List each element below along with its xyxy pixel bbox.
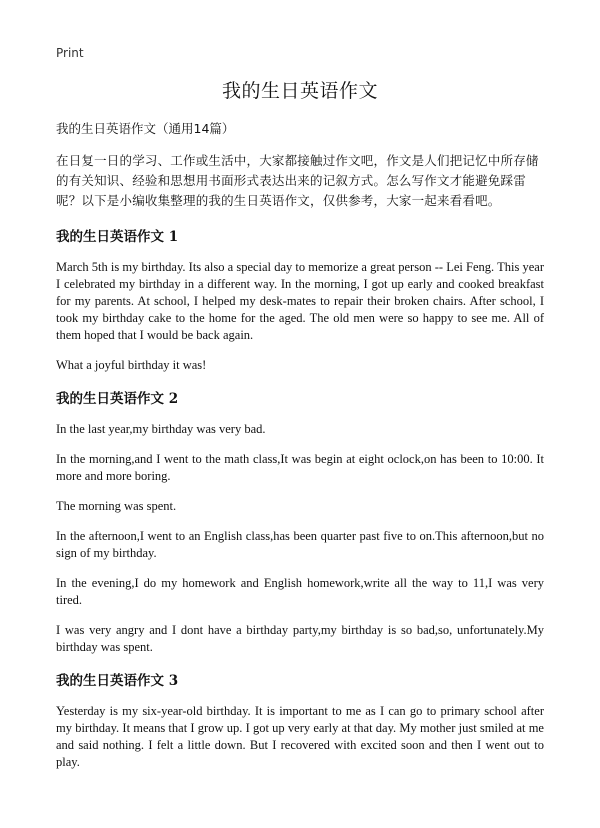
section-2-paragraph-6: I was very angry and I dont have a birthday party,my birthday is so bad,so, unfortunately.My birthday was spent.: [56, 623, 544, 654]
section-2-paragraph-1: In the last year,my birthday was very bad.: [56, 422, 266, 436]
section-2-paragraph-3: The morning was spent.: [56, 499, 177, 513]
section-2-paragraph-2: In the morning,and I went to the math class,It was begin at eight oclock,on has been to 10:00. It more and more boring.: [56, 452, 544, 483]
section-heading-2: 我的生日英语作文 2: [56, 391, 179, 407]
print-link[interactable]: Print: [56, 46, 84, 60]
section-1-paragraph-1: March 5th is my birthday. Its also a special day to memorize a great person -- Lei Feng. This year I celebrated my birthday in a different way. In the morning, I got up early and cooked breakfast for my parents. At school, I helped my desk-mates to repair their broken chairs. After school, I took my birthday cake to the home for the aged. The old men were so happy to see me. All of them hoped that I would be back again.: [56, 260, 544, 342]
section-2-paragraph-5: In the evening,I do my homework and English homework,write all the way to 11,I was very tired.: [56, 576, 544, 607]
intro-paragraph: 在日复一日的学习、工作或生活中，大家都接触过作文吧，作文是人们把记忆中所存储的有关知识、经验和思想用书面形式表达出来的记叙方式。怎么写作文才能避免踩雷呢？以下是小编收集整理的我的生日英语作文，仅供参考，大家一起来看看吧。: [56, 153, 539, 208]
section-heading-3: 我的生日英语作文 3: [56, 673, 179, 689]
section-3-paragraph-1: Yesterday is my six-year-old birthday. It is important to me as I can go to primary school after my birthday. It means that I grow up. I got up very early at that day. My mother just smiled at me and said nothing. I felt a little down. But I recovered with excited soon and then I went out to play.: [56, 704, 544, 769]
page-subtitle: 我的生日英语作文（通用14篇）: [56, 121, 235, 136]
section-1-paragraph-2: What a joyful birthday it was!: [56, 358, 207, 372]
section-2-paragraph-4: In the afternoon,I went to an English class,has been quarter past five to on.This afternoon,but no sign of my birthday.: [56, 529, 544, 560]
section-heading-1: 我的生日英语作文 1: [56, 229, 179, 245]
page-title: 我的生日英语作文: [221, 80, 378, 102]
